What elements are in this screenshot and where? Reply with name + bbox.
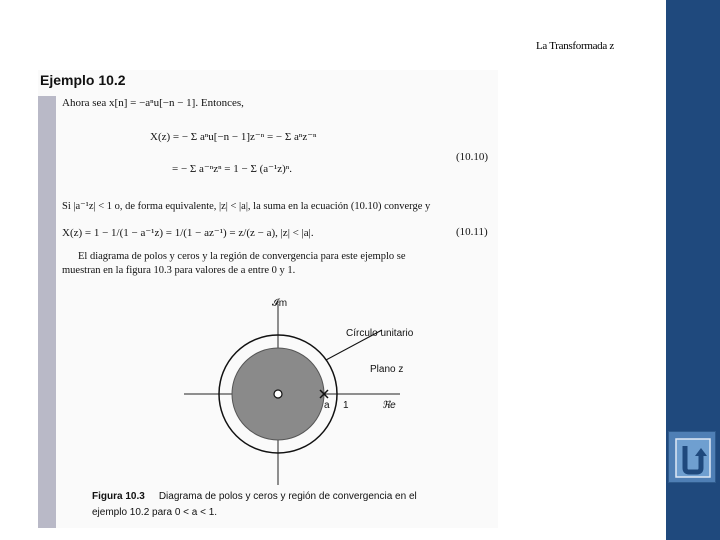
equation-1: X(z) = − Σ aⁿu[−n − 1]z⁻ⁿ = − Σ aⁿz⁻ⁿ: [150, 131, 317, 143]
return-button[interactable]: [668, 431, 716, 483]
caption-line-2: ejemplo 10.2 para 0 < a < 1.: [92, 507, 218, 518]
condition-text: Si |a⁻¹z| < 1 o, de forma equivalente, |z| < |a|, la suma en la ecuación (10.10) converge y: [62, 201, 431, 212]
unit-label: 1: [343, 400, 349, 411]
intro-text: Ahora sea x[n] = −aⁿu[−n − 1]. Entonces,: [62, 97, 244, 109]
slide-title: La Transformada z: [536, 40, 614, 52]
equation-2: = − Σ a⁻ⁿzⁿ = 1 − Σ (a⁻¹z)ⁿ.: [172, 163, 293, 175]
example-heading: Ejemplo 10.2: [40, 72, 126, 88]
paragraph-line-2: muestran en la figura 10.3 para valores de a entre 0 y 1.: [62, 265, 296, 276]
return-arrow-icon: [675, 438, 711, 478]
equation-3: X(z) = 1 − 1/(1 − a⁻¹z) = 1/(1 − az⁻¹) = z/(z − a), |z| < |a|.: [62, 227, 314, 239]
page-margin-strip: [38, 96, 56, 528]
imaginary-axis-label: 𝓘m: [272, 298, 288, 309]
equation-number-10-10: (10.10): [456, 151, 489, 163]
figure-number: Figura 10.3: [92, 491, 145, 502]
figure-caption: [92, 491, 417, 502]
unit-circle-label: Círculo unitario: [346, 328, 414, 339]
zero-marker: [274, 390, 282, 398]
real-axis-label: ℜe: [382, 400, 396, 411]
pole-label: a: [324, 400, 330, 411]
equation-number-10-11: (10.11): [456, 226, 488, 238]
pole-zero-diagram: [160, 290, 460, 490]
caption-line-1: Diagrama de polos y ceros y región de convergencia en el: [158, 491, 417, 502]
plane-label: Plano z: [370, 364, 404, 375]
paragraph-line-1: El diagrama de polos y ceros y la región de convergencia para este ejemplo se: [78, 251, 406, 262]
